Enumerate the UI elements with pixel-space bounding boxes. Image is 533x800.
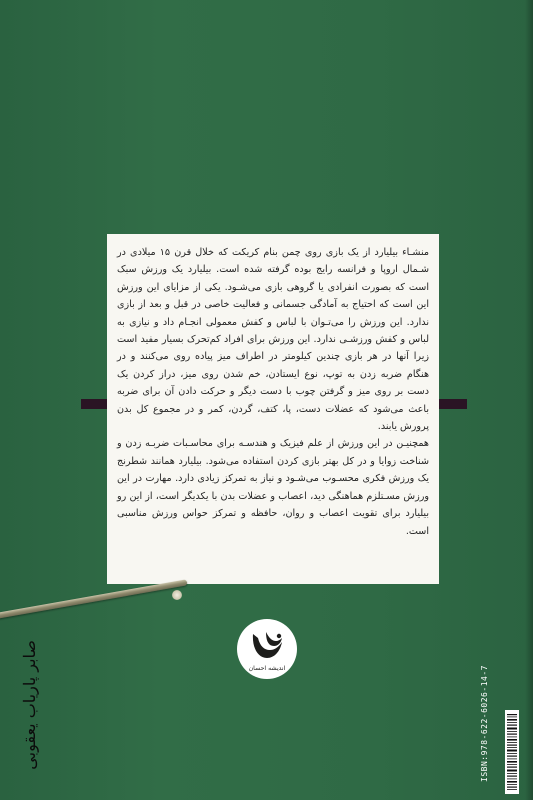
barcode-bars [505, 710, 519, 794]
left-accent-mark [81, 399, 109, 409]
blurb-paragraph-1: منشـاء بیلیارد از یک بازی روی چمن بنام کریکت که خلال قرن ۱۵ میلادی در شـمال اروپا و فرانسه رایج بوده گرفته شده است. بیلیارد یک ورزش سبک است که بصورت انفرادی یا گروهی بازی می‌شـود. یکی از مزایای این ورزش این است که احتیاج به آمادگی جسمانی و فعالیت خاصی در قبل و بعد از بازی ندارد. این ورزش را می‌تـوان با لباس و کفش معمولی انجـام داد و نیازی به لباس و کفش ورزشـی ندارد. این ورزش برای افراد کم‌تحرک بسیار مفید است زیرا آنها در هر بازی چندین کیلومتر در اطراف میز پیاده روی می‌کنند و در هنگام ضربه زدن به توپ، نوع ایستادن، خم شدن روی میز، دراز کردن یک دست بر روی میز و گرفتن چوب با دست دیگر و حرکت دادن آن برای ضربه باعث می‌شود که عضلات دست، پا، کتف، گردن، کمر و در مجموع کل بدن پرورش یابند. [117, 247, 430, 433]
barcode-number: 9786226026147 [507, 792, 517, 793]
cue-stick-tip [172, 590, 182, 600]
blurb-box [107, 234, 439, 584]
right-accent-mark [439, 399, 467, 409]
publisher-name: اندیشه احسان [248, 665, 286, 672]
blurb-paragraph-2: همچنیـن در این ورزش از علم فیزیک و هندسـه برای محاسـبات ضربـه زدن و شناخت زوایا و در کل بهتر بازی کردن استفاده می‌شود. بیلیارد همانند شطرنج یک ورزش فکری محسـوب می‌شـود و نیاز به تمرکز زیادی دارد. مهارت در این ورزش مسـتلزم هماهنگی دید، اعصاب و عضلات بدن با یکدیگر است، از این رو بیلیارد برای تقویت اعصاب و روان، حافظه و تمرکز حواس ورزش مناسبی است. [117, 438, 429, 537]
cover-edge-shadow [525, 0, 533, 800]
cue-stick-illustration [0, 579, 187, 620]
bird-logo-icon [236, 618, 298, 680]
author-signature: صابر پاریاب یعقوبی [20, 640, 39, 770]
barcode [505, 710, 519, 794]
isbn-label: ISBN:978-622-6026-14-7 [480, 665, 489, 782]
blurb-text [117, 244, 429, 540]
